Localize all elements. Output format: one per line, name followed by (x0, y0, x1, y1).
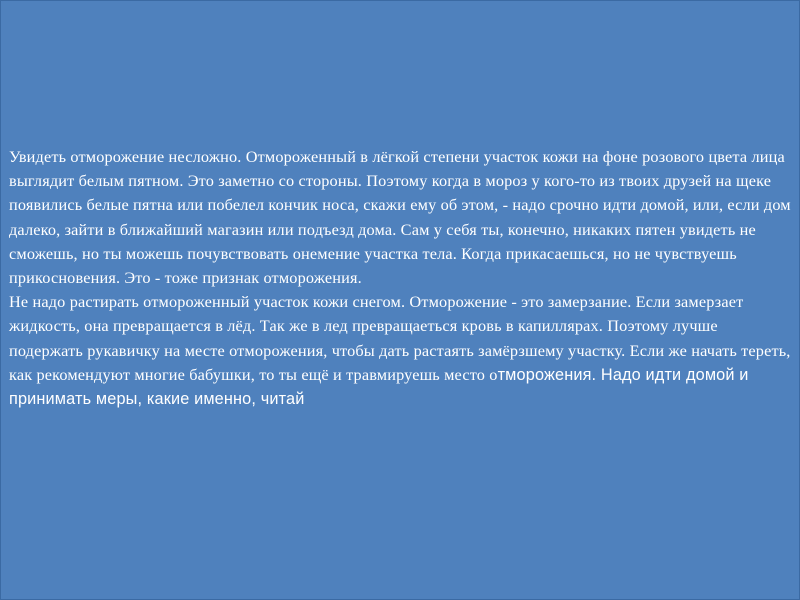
slide-text-body (9, 145, 795, 411)
paragraph-advice-serif-part: Не надо растирать отмороженный участок кожи снегом. Отморожение - это замерзание. Если замерзает жидкость, она превращается в лёд. Так же в лед превращаеться кровь в капиллярах. Поэтому лучше подержать рукавичку на месте отморожения, чтобы дать растаять замёрзшему участку. Если же начать тереть, как рекомендуют многие бабушки, то ты ещё и травмируешь место о (9, 292, 791, 384)
paragraph-advice-sans-part: тморожения. Надо идти домой и принимать меры, какие именно, читай (9, 365, 749, 409)
paragraph-frostbite-advice (9, 290, 795, 411)
paragraph-frostbite-signs: Увидеть отморожение несложно. Отмороженный в лёгкой степени участок кожи на фоне розового цвета лица выглядит белым пятном. Это заметно со стороны. Поэтому когда в мороз у кого-то из твоих друзей на щеке появились белые пятна или побелел кончик носа, скажи ему об этом, - надо срочно идти домой, или, если дом далеко, зайти в ближайший магазин или подъезд дома. Сам у себя ты, конечно, никаких пятен увидеть не сможешь, но ты можешь почувствовать онемение участка тела. Когда прикасаешься, но не чувствуешь прикосновения. Это - тоже признак отморожения. (9, 147, 791, 288)
